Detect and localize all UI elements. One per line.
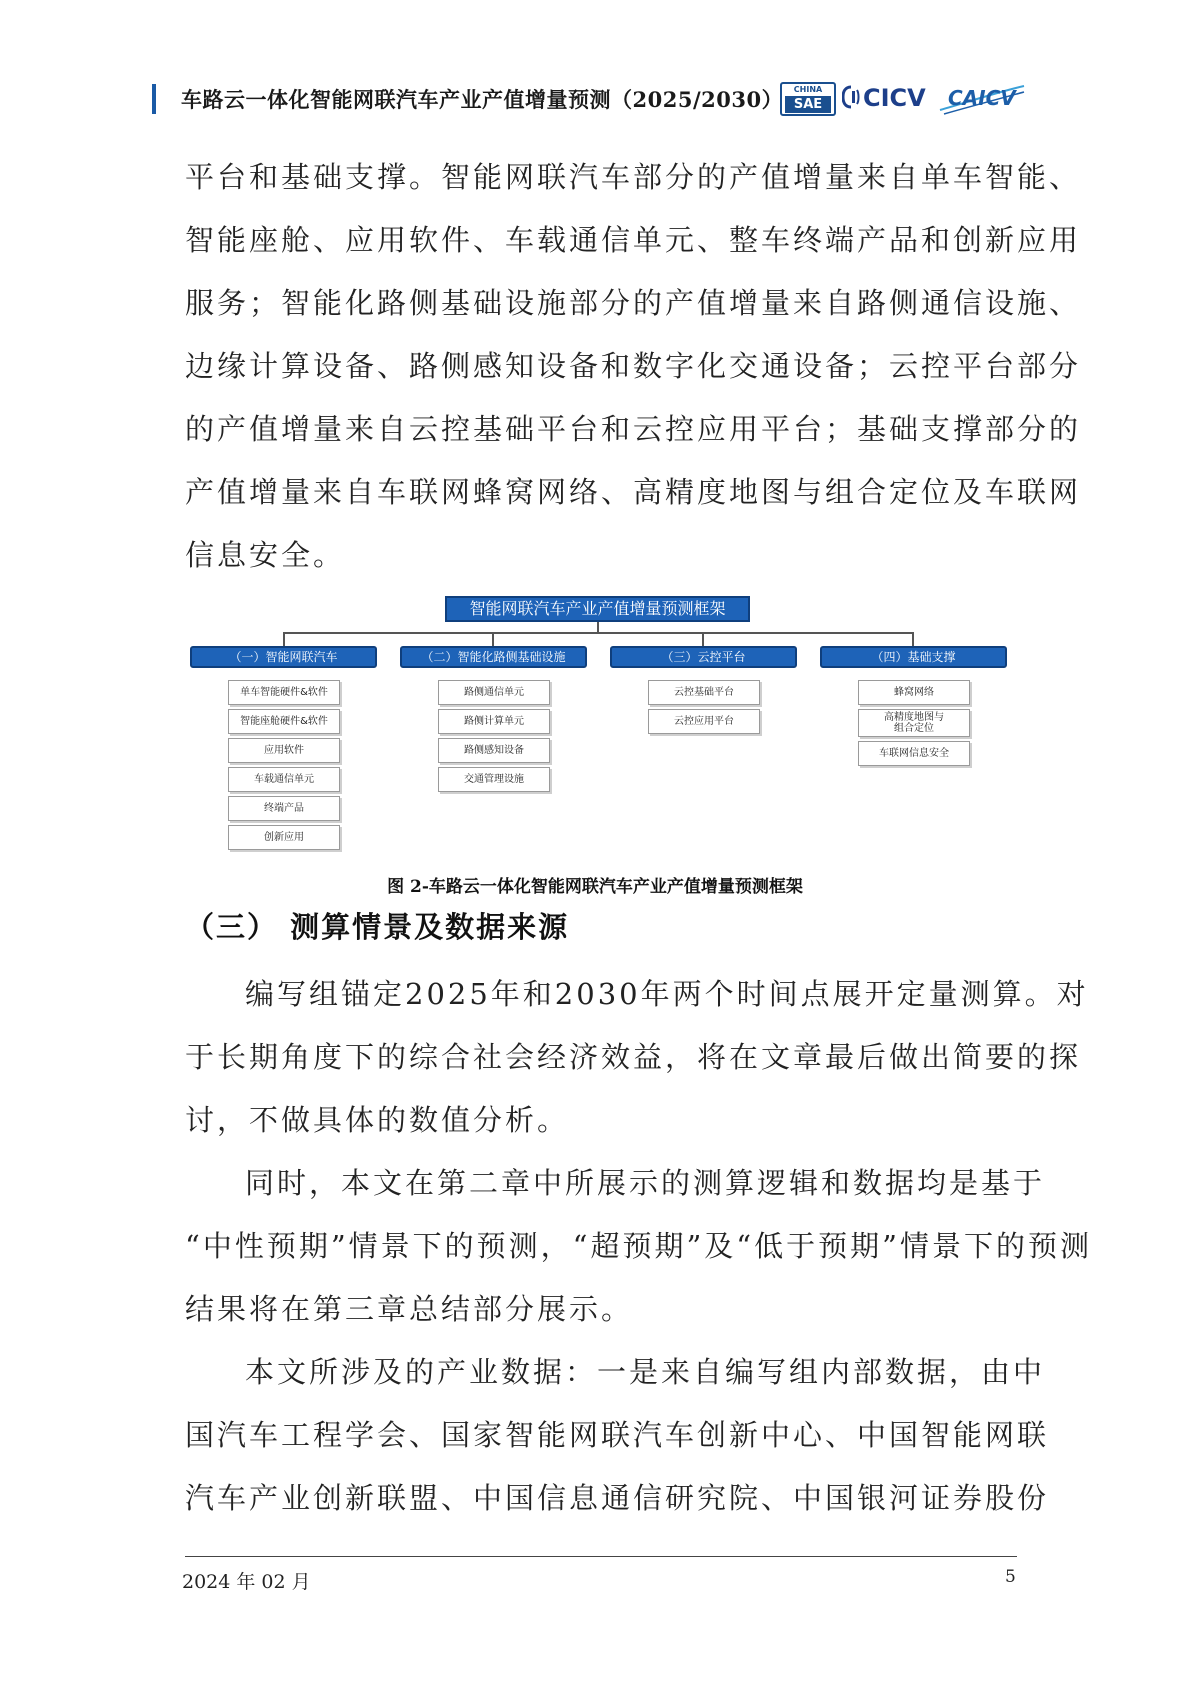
sub-item-box: 智能座舱硬件&软件 bbox=[228, 709, 340, 734]
sub-item-box: 云控基础平台 bbox=[648, 680, 760, 705]
cicv-logo bbox=[842, 84, 926, 112]
section-heading: （三） 测算情景及数据来源 bbox=[185, 910, 570, 944]
caicv-logo-text: CAICV bbox=[948, 86, 1016, 110]
paragraph-line: 本文所涉及的产业数据：一是来自编写组内部数据，由中 bbox=[245, 1355, 1046, 1389]
paragraph-line: 编写组锚定2025年和2030年两个时间点展开定量测算。对 bbox=[245, 977, 1089, 1011]
paragraph-line: 讨，不做具体的数值分析。 bbox=[185, 1103, 570, 1137]
paragraph-1 bbox=[185, 146, 1082, 587]
paragraph-line: 国汽车工程学会、国家智能网联汽车创新中心、中国智能网联 bbox=[185, 1418, 1050, 1452]
paragraph-line: 信息安全。 bbox=[185, 538, 346, 572]
sub-item-box: 蜂窝网络 bbox=[858, 680, 970, 705]
paragraph-2 bbox=[185, 963, 1089, 1152]
category-box-support: （四）基础支撑 bbox=[820, 646, 1007, 668]
paragraph-line: 服务；智能化路侧基础设施部分的产值增量来自路侧通信设施、 bbox=[185, 286, 1082, 320]
china-sae-logo bbox=[780, 82, 836, 116]
sub-item-box: 交通管理设施 bbox=[438, 767, 550, 792]
connector-cat-4 bbox=[912, 632, 914, 646]
paragraph-line: “中性预期”情景下的预测，“超预期”及“低于预期”情景下的预测 bbox=[185, 1229, 1092, 1263]
sub-item-box: 创新应用 bbox=[228, 825, 340, 850]
cicv-mark-icon bbox=[842, 85, 860, 109]
paragraph-line: 同时，本文在第二章中所展示的测算逻辑和数据均是基于 bbox=[245, 1166, 1046, 1200]
header-accent-bar bbox=[152, 84, 156, 114]
footer-date: 2024 年 02 月 bbox=[182, 1571, 311, 1593]
paragraph-line: 汽车产业创新联盟、中国信息通信研究院、中国银河证券股份 bbox=[185, 1481, 1050, 1515]
paragraph-line: 边缘计算设备、路侧感知设备和数字化交通设备；云控平台部分 bbox=[185, 349, 1082, 383]
sub-item-box: 云控应用平台 bbox=[648, 709, 760, 734]
diagram-root-box: 智能网联汽车产业产值增量预测框架 bbox=[445, 596, 750, 622]
framework-diagram bbox=[190, 596, 1005, 846]
sub-item-box: 应用软件 bbox=[228, 738, 340, 763]
caicv-logo bbox=[938, 82, 1026, 118]
cicv-logo-text: CICV bbox=[863, 84, 926, 112]
figure-caption: 图 2-车路云一体化智能网联汽车产业产值增量预测框架 bbox=[387, 877, 803, 897]
category-box-vehicle: （一）智能网联汽车 bbox=[190, 646, 377, 668]
sub-item-box: 路侧计算单元 bbox=[438, 709, 550, 734]
sub-item-box: 高精度地图与 组合定位 bbox=[858, 709, 970, 737]
header-logos bbox=[780, 80, 1025, 120]
connector-horizontal bbox=[283, 632, 913, 634]
connector-cat-2 bbox=[492, 632, 494, 646]
category-box-cloud: （三）云控平台 bbox=[610, 646, 797, 668]
china-sae-logo-top: CHINA bbox=[793, 85, 823, 94]
paragraph-line: 于长期角度下的综合社会经济效益，将在文章最后做出简要的探 bbox=[185, 1040, 1082, 1074]
sub-item-box: 车联网信息安全 bbox=[858, 741, 970, 766]
paragraph-line: 产值增量来自车联网蜂窝网络、高精度地图与组合定位及车联网 bbox=[185, 475, 1082, 509]
sub-item-box: 单车智能硬件&软件 bbox=[228, 680, 340, 705]
paragraph-line: 的产值增量来自云控基础平台和云控应用平台；基础支撑部分的 bbox=[185, 412, 1082, 446]
category-box-roadside: （二）智能化路侧基础设施 bbox=[400, 646, 587, 668]
footer-divider bbox=[185, 1556, 1017, 1557]
sub-item-box: 车载通信单元 bbox=[228, 767, 340, 792]
header-title: 车路云一体化智能网联汽车产业产值增量预测（2025/2030） bbox=[181, 87, 784, 112]
connector-cat-1 bbox=[283, 632, 285, 646]
paragraph-3 bbox=[185, 1152, 1092, 1341]
page-number: 5 bbox=[1005, 1567, 1016, 1587]
connector-cat-3 bbox=[702, 632, 704, 646]
china-sae-logo-main: SAE bbox=[785, 96, 831, 113]
paragraph-4 bbox=[185, 1341, 1050, 1530]
paragraph-line: 平台和基础支撑。智能网联汽车部分的产值增量来自单车智能、 bbox=[185, 160, 1082, 194]
sub-item-box: 路侧通信单元 bbox=[438, 680, 550, 705]
paragraph-line: 结果将在第三章总结部分展示。 bbox=[185, 1292, 634, 1326]
sub-item-box: 路侧感知设备 bbox=[438, 738, 550, 763]
sub-item-box: 终端产品 bbox=[228, 796, 340, 821]
paragraph-line: 智能座舱、应用软件、车载通信单元、整车终端产品和创新应用 bbox=[185, 223, 1082, 257]
